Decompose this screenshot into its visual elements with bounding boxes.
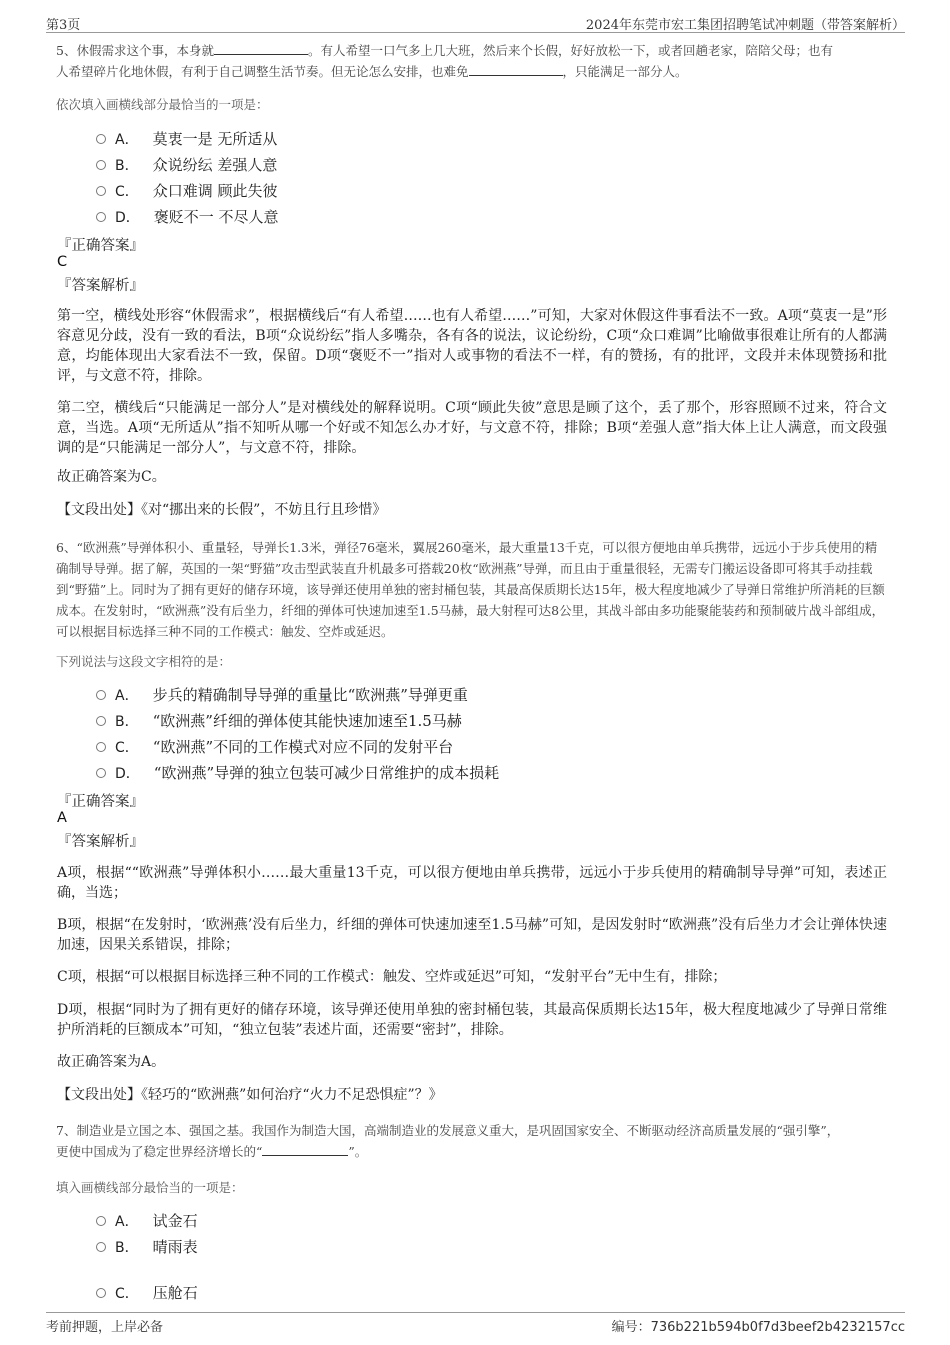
radio-icon[interactable]	[96, 186, 106, 196]
option-letter: B．	[115, 158, 139, 174]
option-letter: A．	[115, 688, 139, 704]
q6-answer: A	[57, 810, 67, 826]
option-letter: C．	[115, 184, 139, 200]
q5-analysis-para-2: 第二空，横线后“只能满足一部分人”是对横线处的解释说明。C项“顾此失彼”意思是顾了这个，丢了那个，形容照顾不过来，符合文意，当选。A项“无所适从”指不知听从哪一个好或不知怎么办才好，与文意不符，排除；B项“差强人意”指大体上让人满意，而文段强调的是“只能满足一部分人”，与文意不符，排除。	[57, 400, 887, 456]
option-letter: C．	[115, 1286, 139, 1302]
radio-icon[interactable]	[96, 1242, 106, 1252]
question-5-stem	[56, 40, 886, 82]
option-letter: B．	[115, 1240, 139, 1256]
q5-prompt: 依次填入画横线部分最恰当的一项是：	[56, 97, 269, 112]
option-text: 众口难调 顾此失彼	[152, 182, 278, 200]
code-label: 编号：	[611, 1320, 651, 1335]
option-text: 莫衷一是 无所适从	[152, 130, 278, 148]
q5-answer: C	[57, 254, 68, 270]
option-text: 褒贬不一 不尽人意	[153, 208, 279, 226]
q5-analysis-label: 『答案解析』	[57, 278, 144, 294]
q5-option-b[interactable]	[96, 154, 277, 176]
q7-stem-part3: ”。	[348, 1144, 368, 1159]
q7-option-b[interactable]	[96, 1236, 198, 1258]
q5-option-a[interactable]	[96, 128, 277, 150]
page-number: 第3页	[46, 18, 81, 33]
option-text: “欧洲燕”不同的工作模式对应不同的发射平台	[152, 738, 454, 756]
q5-analysis-para-1: 第一空，横线处形容“休假需求”，根据横线后“有人希望……也有人希望……”可知，大家对休假这件事看法不一致。A项“莫衷一是”形容意见分歧，没有一致的看法，B项“众说纷纭”指人多嘴杂，各有各的说法，议论纷纷，C项“众口难调”比喻做事很难让所有的人都满意，均能体现出大家看法不一致，保留。D项“褒贬不一”指对人或事物的看法不一样，有的赞扬，有的批评，文段并未体现赞扬和批评，与文意不符，排除。	[57, 308, 887, 384]
radio-icon[interactable]	[96, 134, 106, 144]
code-value: 736b221b594b0f7d3beef2b4232157cc	[650, 1320, 905, 1335]
q5-answer-label: 『正确答案』	[57, 238, 144, 254]
page-header	[46, 14, 905, 33]
option-letter: C．	[115, 740, 139, 756]
q7-stem-part2: 更使中国成为了稳定世界经济增长的“	[56, 1144, 263, 1159]
option-text: 试金石	[152, 1212, 198, 1230]
radio-icon[interactable]	[96, 742, 106, 752]
q5-conclusion: 故正确答案为C。	[57, 469, 166, 485]
radio-icon[interactable]	[96, 716, 106, 726]
q5-stem-part4: ，只能满足一部分人。	[562, 64, 688, 79]
q7-option-c[interactable]	[96, 1282, 198, 1304]
q5-option-d[interactable]	[96, 206, 279, 228]
option-text: “欧洲燕”纤细的弹体使其能快速加速至1.5马赫	[152, 712, 462, 730]
radio-icon[interactable]	[96, 160, 106, 170]
document-title: 2024年东莞市宏工集团招聘笔试冲刺题（带答案解析）	[585, 18, 905, 33]
q6-option-c[interactable]	[96, 736, 453, 758]
q6-answer-label: 『正确答案』	[57, 794, 144, 810]
q6-analysis-a: A项，根据““欧洲燕”导弹体积小……最大重量13千克，可以很方便地由单兵携带，远远小于步兵使用的精确制导导弹”可知，表述正确，当选；	[57, 865, 887, 901]
option-letter: B．	[115, 714, 139, 730]
blank-line	[214, 42, 308, 55]
document-code	[612, 1316, 905, 1335]
radio-icon[interactable]	[96, 690, 106, 700]
option-letter: D．	[115, 210, 140, 226]
option-letter: A．	[115, 1214, 139, 1230]
radio-icon[interactable]	[96, 212, 106, 222]
option-text: 压舱石	[152, 1284, 198, 1302]
q6-prompt: 下列说法与这段文字相符的是：	[56, 654, 232, 669]
q6-analysis-d: D项，根据“同时为了拥有更好的储存环境，该导弹还使用单独的密封桶包装，其最高保质期长达15年，极大程度地减少了导弹日常维护所消耗的巨额成本”可知，“独立包装”表述片面，还需要“密封”，排除。	[57, 1002, 887, 1038]
q5-option-c[interactable]	[96, 180, 278, 202]
q6-analysis-c: C项，根据“可以根据目标选择三种不同的工作模式：触发、空炸或延迟”可知，“发射平台”无中生有，排除；	[57, 969, 727, 985]
option-letter: A．	[115, 132, 139, 148]
q6-source: 【文段出处】《轻巧的“欧洲燕”如何治疗“火力不足恐惧症”？》	[57, 1087, 443, 1103]
radio-icon[interactable]	[96, 1216, 106, 1226]
q6-analysis-b: B项，根据“在发射时，‘欧洲燕’没有后坐力，纤细的弹体可快速加速至1.5马赫”可知，是因发射时“欧洲燕”没有后坐力才会让弹体快速加速，因果关系错误，排除；	[57, 917, 887, 953]
page-footer	[46, 1312, 905, 1335]
option-text: “欧洲燕”导弹的独立包装可减少日常维护的成本损耗	[153, 764, 500, 782]
option-text: 步兵的精确制导导弹的重量比“欧洲燕”导弹更重	[152, 686, 468, 704]
blank-line	[469, 63, 563, 76]
q5-source: 【文段出处】《对“挪出来的长假”，不妨且行且珍惜》	[57, 502, 387, 518]
option-letter: D．	[115, 766, 140, 782]
q5-stem-part1: 5、休假需求这个事，本身就	[56, 43, 214, 58]
q6-conclusion: 故正确答案为A。	[57, 1054, 166, 1070]
q5-stem-part2: 。有人希望一口气多上几大班，然后来个长假，好好放松一下，或者回趟老家，陪陪父母；也有	[307, 43, 833, 58]
radio-icon[interactable]	[96, 1288, 106, 1298]
blank-line	[262, 1143, 348, 1156]
q6-option-d[interactable]	[96, 762, 499, 784]
q6-analysis-label: 『答案解析』	[57, 834, 144, 850]
q6-option-a[interactable]	[96, 684, 468, 706]
q7-prompt: 填入画横线部分最恰当的一项是：	[56, 1180, 244, 1195]
question-7-stem	[56, 1120, 886, 1162]
option-text: 众说纷纭 差强人意	[152, 156, 278, 174]
q5-stem-part3: 人希望碎片化地休假，有利于自己调整生活节奏。但无论怎么安排，也难免	[56, 64, 469, 79]
question-6-stem: 6、“欧洲燕”导弹体积小、重量轻，导弹长1.3米，弹径76毫米，翼展260毫米，最大重量13千克，可以很方便地由单兵携带，远远小于步兵使用的精确制导导弹。据了解，英国的一架“野猫”攻击型武装直升机最多可搭载20枚“欧洲燕”导弹，而且由于重量很轻，无需专门搬运设备即可将其手动挂载到“野猫”上。同时为了拥有更好的储存环境，该导弹还使用单独的密封桶包装，其最高保质期长达15年，极大程度地减少了导弹日常维护所消耗的巨额成本。在发射时，“欧洲燕”没有后坐力，纤细的弹体可快速加速至1.5马赫，最大射程可达8公里，其战斗部由多功能聚能装药和预制破片战斗部组成，可以根据目标选择三种不同的工作模式：触发、空炸或延迟。	[56, 540, 885, 639]
q7-stem-part1: 7、制造业是立国之本、强国之基。我国作为制造大国，高端制造业的发展意义重大，是巩固国家安全、不断驱动经济高质量发展的“强引擎”，	[56, 1123, 840, 1138]
radio-icon[interactable]	[96, 768, 106, 778]
q6-option-b[interactable]	[96, 710, 462, 732]
option-text: 晴雨表	[152, 1238, 198, 1256]
q7-option-a[interactable]	[96, 1210, 198, 1232]
footer-slogan: 考前押题，上岸必备	[46, 1320, 164, 1335]
